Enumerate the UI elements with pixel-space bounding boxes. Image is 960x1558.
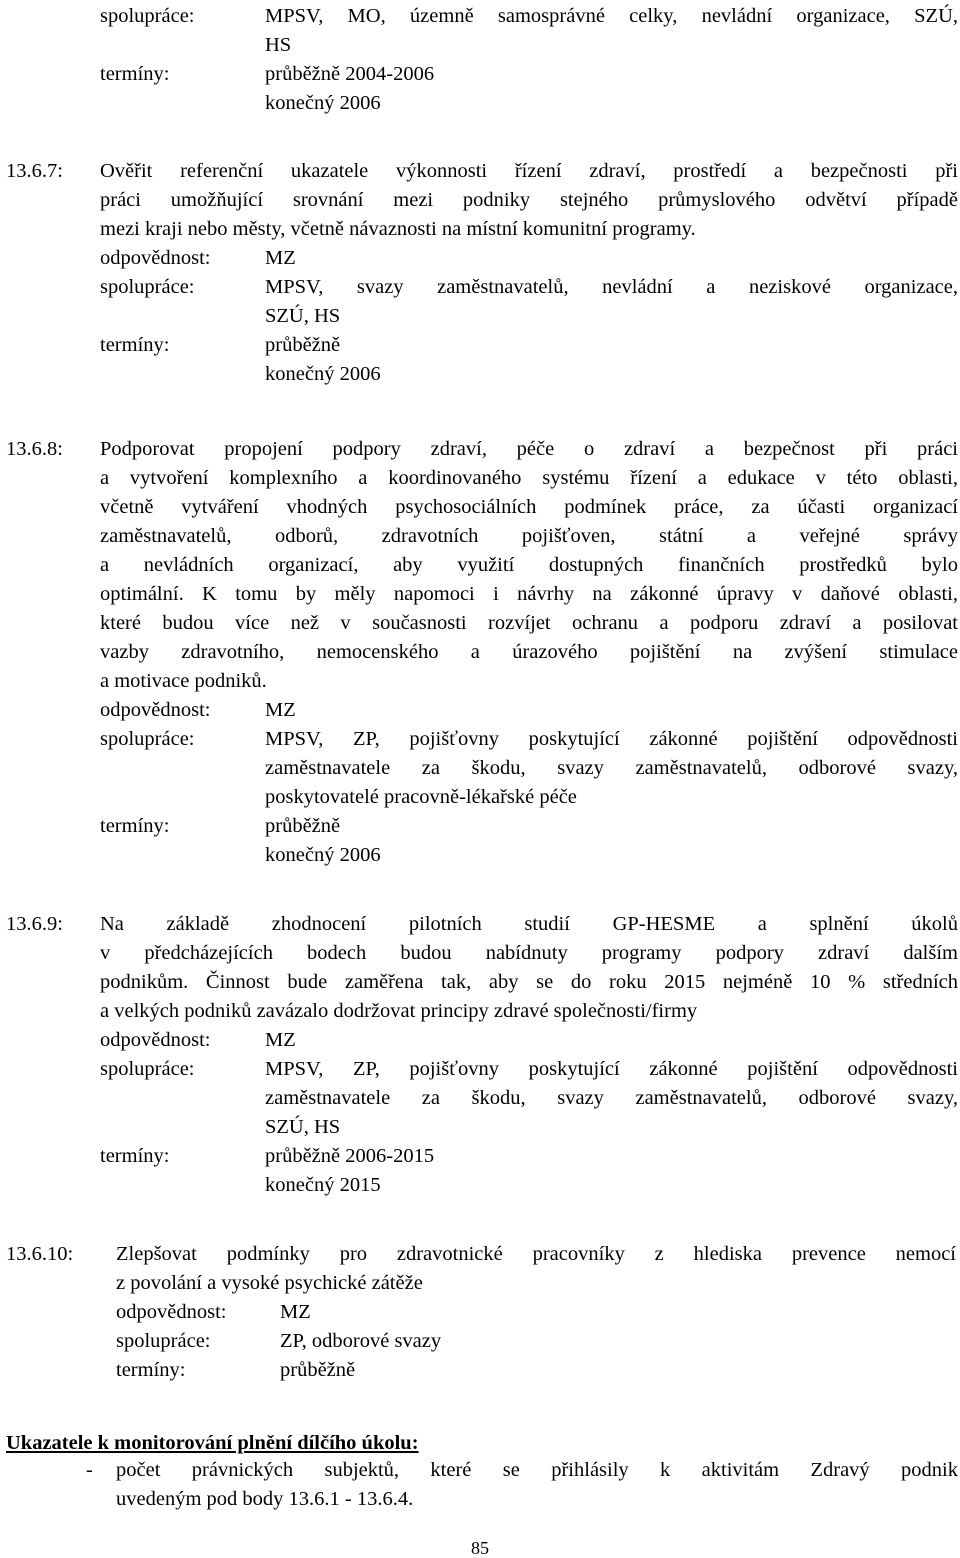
item-8-line-5 [100, 551, 958, 580]
item-9-spoluprace-row [100, 1055, 958, 1084]
item-8-spoluprace-row [100, 725, 958, 754]
item-8-line-7 [100, 609, 958, 638]
item-8-text: včetně vytváření vhodných psychosociálních podmínek práce, za účasti organizací [100, 496, 958, 518]
item-8-spoluprace: poskytovatelé pracovně-lékařské péče [265, 786, 577, 808]
item-8-line-4 [100, 522, 958, 551]
item-9-spoluprace: zaměstnavatele za škodu, svazy zaměstnavatelů, odborové svazy, [265, 1087, 958, 1109]
label-terminy: termíny: [100, 63, 170, 85]
item-8-text: a motivace podniků. [100, 670, 267, 692]
top-spoluprace-text-2: HS [265, 34, 292, 56]
label-odpovednost: odpovědnost: [100, 1029, 211, 1051]
item-9-number: 13.6.9: [6, 913, 63, 935]
item-10-spoluprace: ZP, odborové svazy [280, 1330, 442, 1352]
item-8-text: které budou více než v současnosti rozvíjet ochranu a podporu zdraví a posilovat [100, 612, 958, 634]
top-spoluprace-row-2 [265, 31, 291, 60]
item-9-terminy: konečný 2015 [265, 1174, 381, 1196]
item-8-text: vazby zdravotního, nemocenského a úrazového pojištění na zvýšení stimulace [100, 641, 958, 663]
item-8-terminy-row-2 [265, 841, 381, 870]
item-7-terminy: konečný 2006 [265, 363, 381, 385]
indicators-text: uvedeným pod body 13.6.1 - 13.6.4. [116, 1488, 414, 1510]
label-terminy: termíny: [116, 1359, 186, 1381]
label-spoluprace: spolupráce: [100, 1058, 195, 1080]
item-7-text: mezi kraji nebo městy, včetně návaznosti na místní komunitní programy. [100, 218, 696, 240]
item-7-line-3 [100, 215, 696, 244]
item-9-spoluprace: MPSV, ZP, pojišťovny poskytující zákonné pojištění odpovědnosti [265, 1058, 958, 1080]
label-terminy: termíny: [100, 334, 170, 356]
label-odpovednost: odpovědnost: [116, 1301, 227, 1323]
item-8-spoluprace: zaměstnavatele za škodu, svazy zaměstnavatelů, odborové svazy, [265, 757, 958, 779]
item-8-text: optimální. K tomu by měly napomoci i návrhy na zákonné úpravy v daňové oblasti, [100, 583, 958, 605]
item-10-terminy-row [116, 1356, 355, 1385]
page-number: 85 [471, 1538, 489, 1558]
item-10-line-2 [116, 1269, 423, 1298]
item-7-number: 13.6.7: [6, 160, 63, 182]
item-8-text: a vytvoření komplexního a koordinovaného systému řízení a edukace v této oblasti, [100, 467, 958, 489]
indicators-line-2 [116, 1485, 413, 1514]
item-8-odpovednost-row [100, 696, 296, 725]
indicators-heading: Ukazatele k monitorování plnění dílčího úkolu: [6, 1432, 419, 1454]
item-9-line-3 [100, 968, 958, 997]
item-9-terminy-row [100, 1142, 434, 1171]
item-7-spoluprace-row-2 [265, 302, 340, 331]
item-10-text: Zlepšovat podmínky pro zdravotnické pracovníky z hlediska prevence nemocí [116, 1243, 956, 1265]
item-9-line-1 [6, 910, 958, 939]
indicators-text: počet právnických subjektů, které se přihlásily k aktivitám Zdravý podnik [116, 1459, 958, 1481]
item-8-text: zaměstnavatelů, odborů, zdravotních pojišťoven, státní a veřejné správy [100, 525, 958, 547]
item-9-terminy: průběžně 2006-2015 [265, 1145, 435, 1167]
top-spoluprace-row [100, 2, 958, 31]
item-9-odpovednost-row [100, 1026, 296, 1055]
item-9-line-4 [100, 997, 697, 1026]
item-7-terminy: průběžně [265, 334, 341, 356]
item-8-terminy: průběžně [265, 815, 341, 837]
item-8-terminy: konečný 2006 [265, 844, 381, 866]
item-8-line-6 [100, 580, 958, 609]
item-9-spoluprace: SZÚ, HS [265, 1116, 341, 1138]
label-spoluprace: spolupráce: [100, 5, 195, 27]
item-9-spoluprace-row-3 [265, 1113, 340, 1142]
item-9-line-2 [100, 939, 958, 968]
label-odpovednost: odpovědnost: [100, 247, 211, 269]
item-8-odpovednost: MZ [265, 699, 296, 721]
item-9-text: podnikům. Činnost bude zaměřena tak, aby se do roku 2015 nejméně 10 % středních [100, 971, 958, 993]
top-terminy-text-2: konečný 2006 [265, 92, 381, 114]
label-terminy: termíny: [100, 815, 170, 837]
item-10-odpovednost: MZ [280, 1301, 311, 1323]
item-10-text: z povolání a vysoké psychické zátěže [116, 1272, 423, 1294]
bullet-dash: - [86, 1459, 93, 1481]
item-7-text: práci umožňující srovnání mezi podniky stejného průmyslového odvětví případě [100, 189, 958, 211]
item-8-line-2 [100, 464, 958, 493]
item-7-spoluprace: MPSV, svazy zaměstnavatelů, nevládní a neziskové organizace, [265, 276, 958, 298]
item-9-text: Na základě zhodnocení pilotních studií GP-HESME a splnění úkolů [100, 913, 958, 935]
item-10-number: 13.6.10: [6, 1243, 74, 1265]
top-terminy-row-2 [265, 89, 381, 118]
item-7-spoluprace-row [100, 273, 958, 302]
item-7-text: Ověřit referenční ukazatele výkonnosti řízení zdraví, prostředí a bezpečnosti při [100, 160, 958, 182]
item-8-text: a nevládních organizací, aby využití dostupných finančních prostředků bylo [100, 554, 958, 576]
item-9-text: v předcházejících bodech budou nabídnuty programy podpory zdraví dalším [100, 942, 958, 964]
item-9-odpovednost: MZ [265, 1029, 296, 1051]
item-8-line-8 [100, 638, 958, 667]
item-10-terminy: průběžně [280, 1359, 356, 1381]
item-9-text: a velkých podniků zavázalo dodržovat principy zdravé společnosti/firmy [100, 1000, 698, 1022]
item-9-terminy-row-2 [265, 1171, 381, 1200]
item-10-odpovednost-row [116, 1298, 311, 1327]
item-7-line-1 [6, 157, 958, 186]
label-terminy: termíny: [100, 1145, 170, 1167]
item-10-line-1 [6, 1240, 956, 1269]
item-7-odpovednost: MZ [265, 247, 296, 269]
top-terminy-text: průběžně 2004-2006 [265, 63, 435, 85]
indicators-line-1 [86, 1456, 958, 1485]
item-8-number: 13.6.8: [6, 438, 63, 460]
item-7-odpovednost-row [100, 244, 296, 273]
item-8-line-1 [6, 435, 958, 464]
top-terminy-row [100, 60, 434, 89]
item-7-terminy-row-2 [265, 360, 381, 389]
item-8-terminy-row [100, 812, 340, 841]
label-odpovednost: odpovědnost: [100, 699, 211, 721]
label-spoluprace: spolupráce: [116, 1330, 211, 1352]
top-spoluprace-text: MPSV, MO, územně samosprávné celky, nevládní organizace, SZÚ, [265, 5, 958, 27]
item-7-terminy-row [100, 331, 340, 360]
item-8-line-3 [100, 493, 958, 522]
item-10-spoluprace-row [116, 1327, 441, 1356]
item-8-spoluprace-row-2 [265, 754, 958, 783]
indicators-heading-row [6, 1429, 419, 1458]
item-8-line-9 [100, 667, 267, 696]
item-8-spoluprace-row-3 [265, 783, 577, 812]
item-7-spoluprace: SZÚ, HS [265, 305, 341, 327]
label-spoluprace: spolupráce: [100, 728, 195, 750]
item-8-spoluprace: MPSV, ZP, pojišťovny poskytující zákonné pojištění odpovědnosti [265, 728, 958, 750]
label-spoluprace: spolupráce: [100, 276, 195, 298]
item-9-spoluprace-row-2 [265, 1084, 958, 1113]
item-7-line-2 [100, 186, 958, 215]
item-8-text: Podporovat propojení podpory zdraví, péče o zdraví a bezpečnost při práci [100, 438, 958, 460]
